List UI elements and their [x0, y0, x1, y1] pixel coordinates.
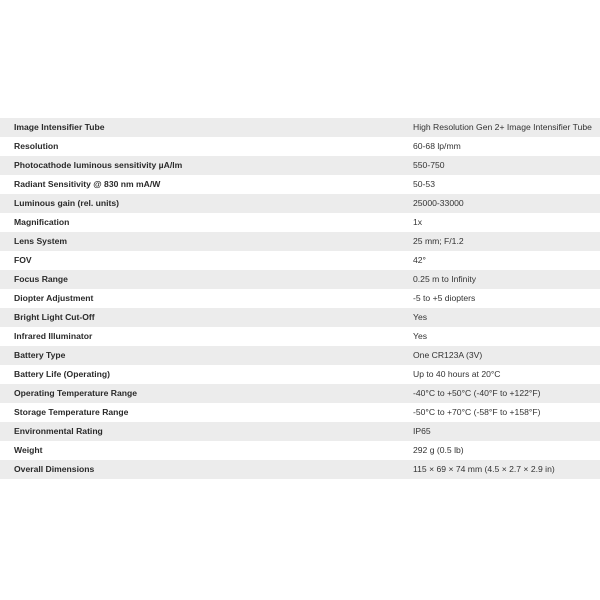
table-row	[0, 327, 600, 346]
spec-label: Operating Temperature Range	[14, 388, 138, 398]
spec-label: Image Intensifier Tube	[14, 122, 105, 132]
spec-value: 292 g (0.5 lb)	[413, 445, 464, 455]
spec-value: -40°C to +50°C (-40°F to +122°F)	[413, 388, 541, 398]
spec-label: Focus Range	[14, 274, 68, 284]
spec-value: IP65	[413, 426, 431, 436]
table-row	[0, 213, 600, 232]
spec-label: Infrared Illuminator	[14, 331, 93, 341]
table-row	[0, 346, 600, 365]
spec-label: Bright Light Cut-Off	[14, 312, 95, 322]
table-row	[0, 403, 600, 422]
spec-value: 0.25 m to Infinity	[413, 274, 477, 284]
spec-label: Luminous gain (rel. units)	[14, 198, 120, 208]
table-row	[0, 460, 600, 479]
table-row	[0, 270, 600, 289]
spec-value: 50-53	[413, 179, 435, 189]
table-row	[0, 365, 600, 384]
spec-label: Radiant Sensitivity @ 830 nm mA/W	[14, 179, 161, 189]
table-row	[0, 384, 600, 403]
spec-label: Environmental Rating	[14, 426, 103, 436]
spec-label: Diopter Adjustment	[14, 293, 94, 303]
spec-label: Battery Life (Operating)	[14, 369, 110, 379]
spec-value: 42°	[413, 255, 426, 265]
spec-value: 550-750	[413, 160, 445, 170]
spec-label: Photocathode luminous sensitivity µA/lm	[14, 160, 183, 170]
spec-label: FOV	[14, 255, 32, 265]
spec-label: Weight	[14, 445, 43, 455]
table-row	[0, 175, 600, 194]
table-row	[0, 308, 600, 327]
table-row	[0, 232, 600, 251]
specifications-table	[0, 118, 600, 479]
spec-value: 115 × 69 × 74 mm (4.5 × 2.7 × 2.9 in)	[413, 464, 555, 474]
spec-value: Yes	[413, 312, 428, 322]
spec-value: -5 to +5 diopters	[413, 293, 476, 303]
spec-label: Lens System	[14, 236, 68, 246]
table-row	[0, 118, 600, 137]
table-row	[0, 289, 600, 308]
spec-label: Magnification	[14, 217, 70, 227]
spec-label: Resolution	[14, 141, 59, 151]
spec-value: -50°C to +70°C (-58°F to +158°F)	[413, 407, 541, 417]
spec-value: Yes	[413, 331, 428, 341]
spec-value: 25000-33000	[413, 198, 464, 208]
spec-label: Overall Dimensions	[14, 464, 95, 474]
table-row	[0, 137, 600, 156]
spec-value: 1x	[413, 217, 423, 227]
table-row	[0, 156, 600, 175]
table-row	[0, 441, 600, 460]
spec-label: Battery Type	[14, 350, 66, 360]
spec-label: Storage Temperature Range	[14, 407, 129, 417]
spec-value: One CR123A (3V)	[413, 350, 483, 360]
table-row	[0, 251, 600, 270]
table-row	[0, 194, 600, 213]
spec-value: Up to 40 hours at 20°C	[413, 369, 501, 379]
table-row	[0, 422, 600, 441]
spec-value: 25 mm; F/1.2	[413, 236, 464, 246]
spec-value: 60-68 lp/mm	[413, 141, 461, 151]
spec-value: High Resolution Gen 2+ Image Intensifier Tube	[413, 122, 592, 132]
